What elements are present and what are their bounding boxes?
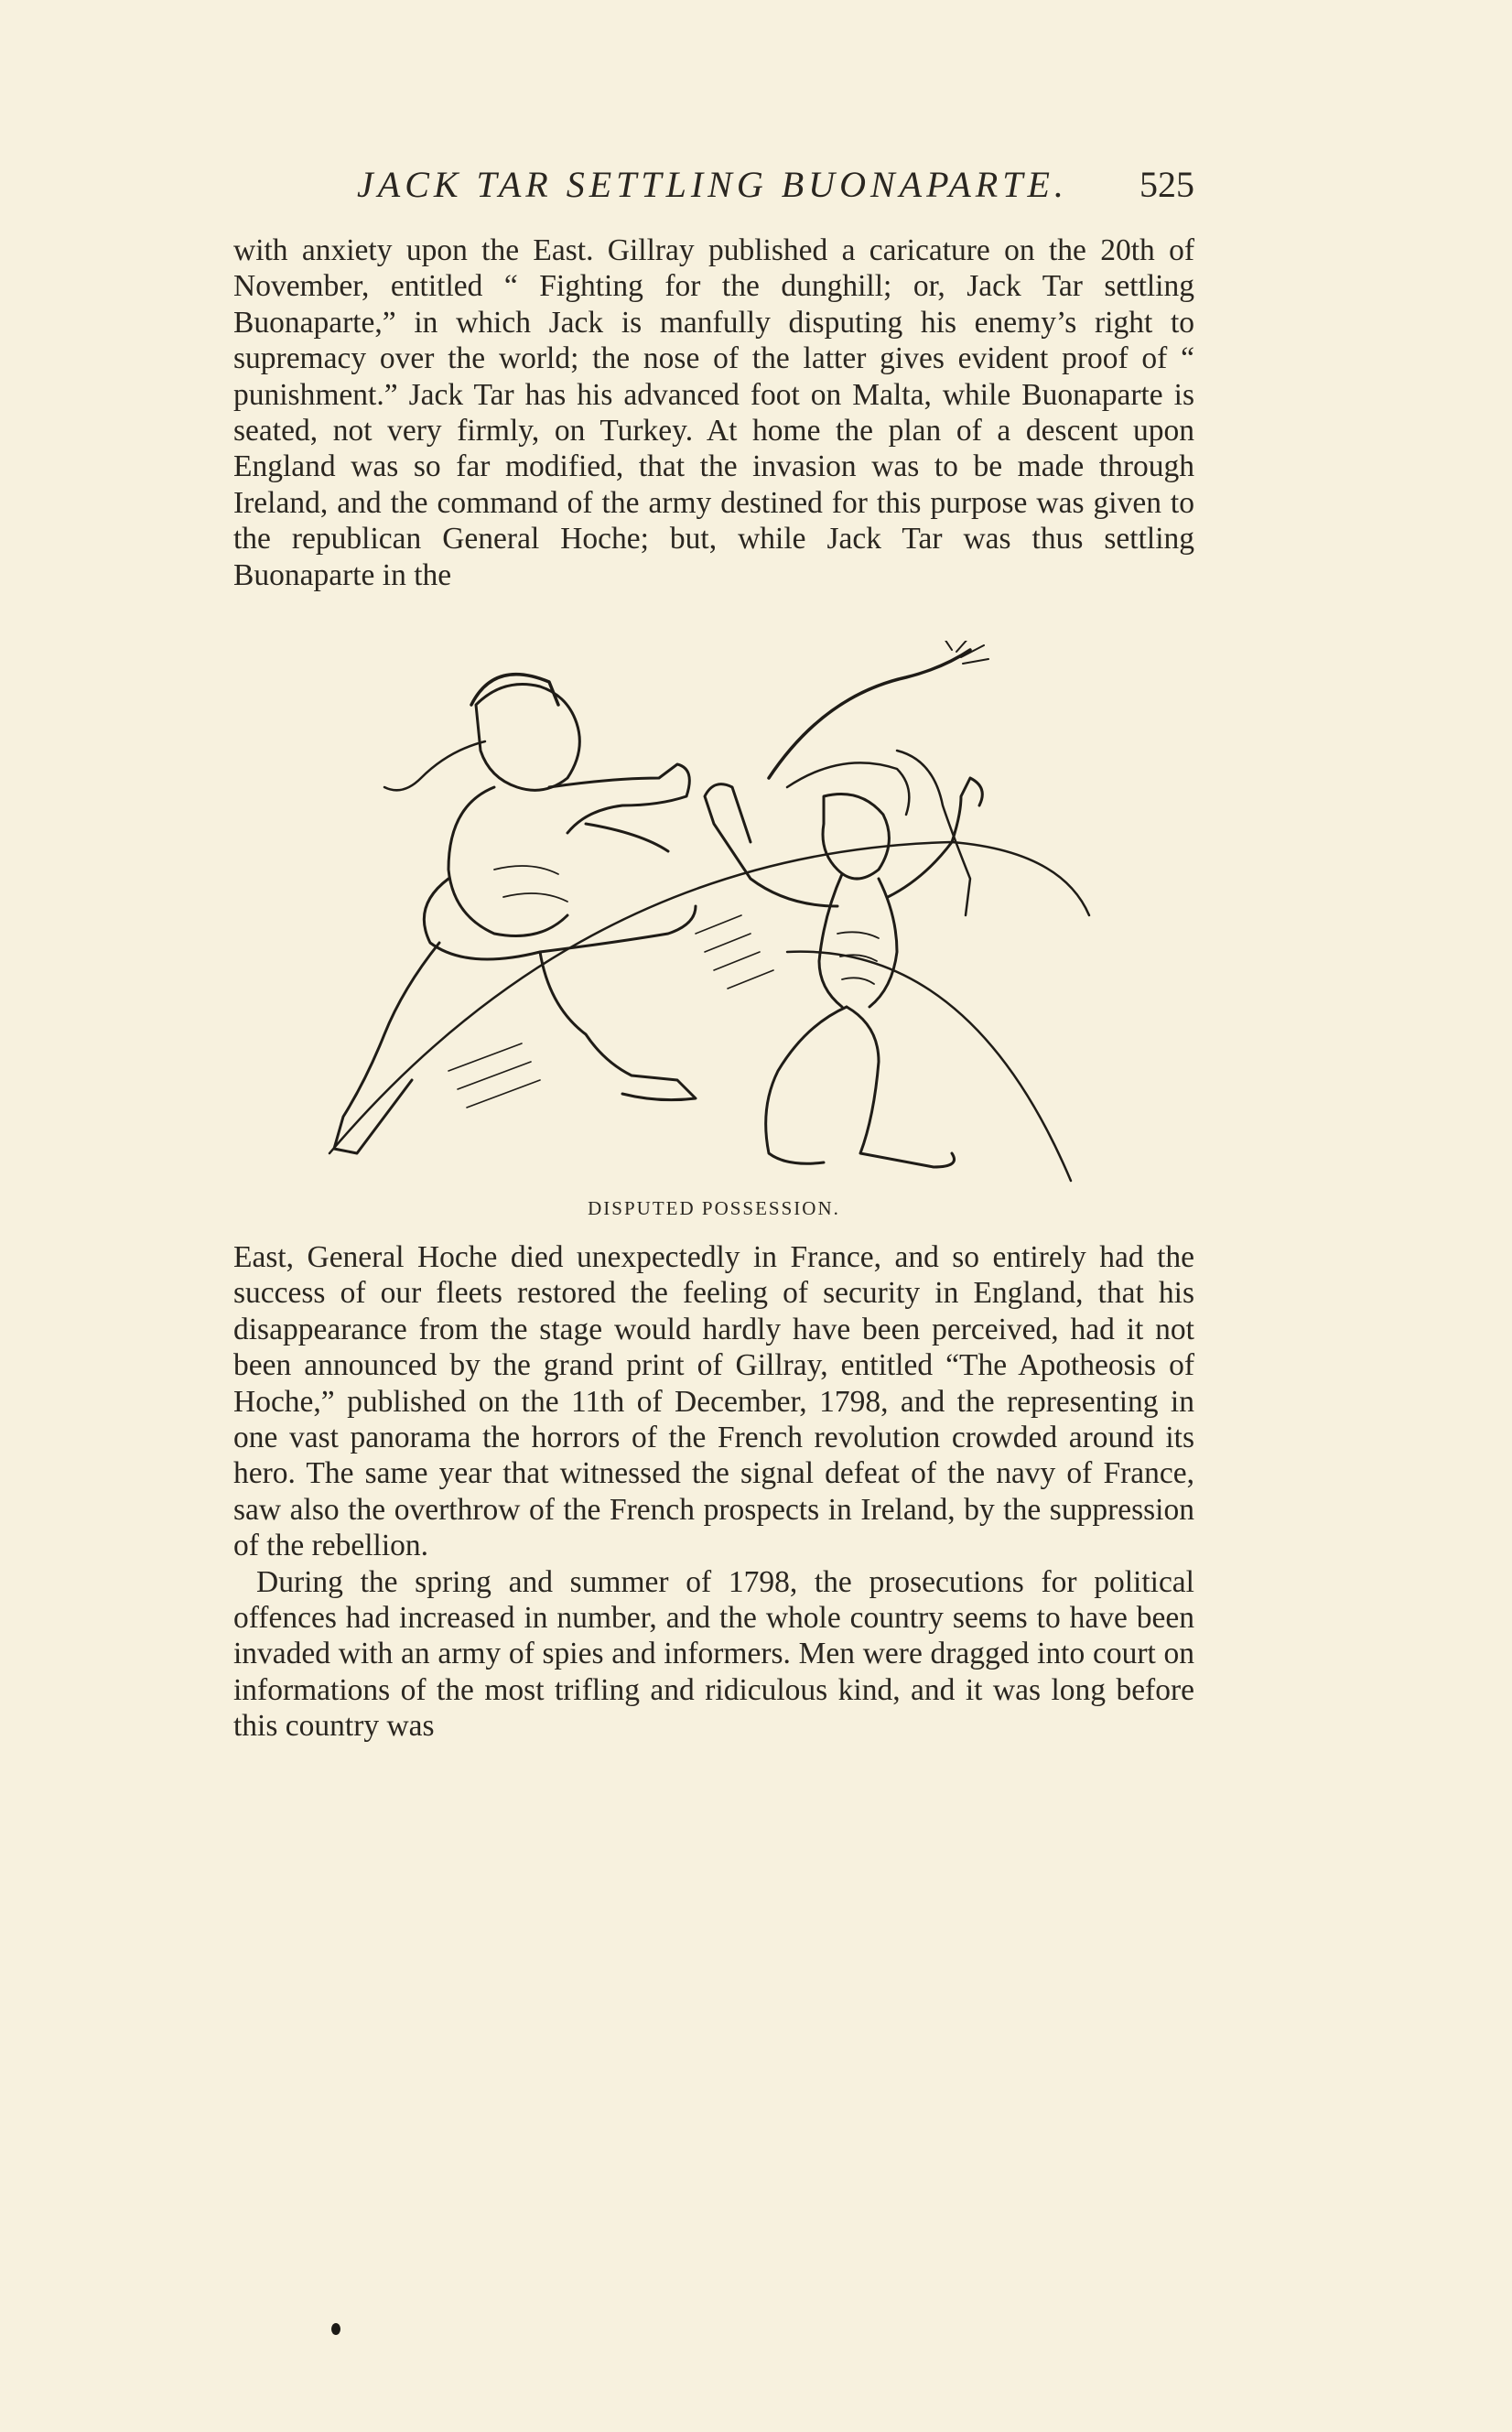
running-head [233,163,1194,218]
paragraph: During the spring and summer of 1798, the prosecutions for political offences had increased in number, and the whole country seems to have been invaded with an army of spies and informers. Men were dragged into court on informations of the most trifling and ridiculous kind, and it was long before this country was [233,1564,1194,1744]
body-text-bottom [233,1239,1194,1745]
buonaparte-figure [705,641,988,1167]
disputed-possession-engraving [311,641,1135,1199]
ink-spot [331,2323,340,2335]
page-number: 525 [1139,164,1194,205]
running-title: JACK TAR SETTLING BUONAPARTE. [357,164,1068,205]
caricature-illustration [311,641,1135,1199]
figure-caption: DISPUTED POSSESSION. [588,1197,840,1219]
body-text-top [233,232,1194,593]
jack-tar-figure [334,675,696,1153]
paragraph: East, General Hoche died unexpectedly in France, and so entirely had the success of our fleets restored the feeling of security in England, that his disappearance from the stage would hardly have been perceived, had it not been announced by the grand print of Gillray, entitled “The Apotheosis of Hoche,” published on the 11th of December, 1798, and the representing in one vast panorama the horrors of the French revolution crowded around its hero. The same year that witnessed the signal defeat of the navy of France, saw also the overthrow of the French prospects in Ireland, by the suppression of the rebellion. [233,1240,1194,1563]
paragraph: with anxiety upon the East. Gillray published a caricature on the 20th of November, entitled “ Fighting for the dunghill; or, Jack Tar settling Buonaparte,” in which Jack is manfully disputing his enemy’s right to supremacy over the world; the nose of the latter gives evident proof of “ punishment.” Jack Tar has his advanced foot on Malta, while Buonaparte is seated, not very firmly, on Turkey. At home the plan of a descent upon England was so far modified, that the invasion was to be made through Ireland, and the command of the army destined for this purpose was given to the republican General Hoche; but, while Jack Tar was thus settling Buonaparte in the [233,233,1194,592]
